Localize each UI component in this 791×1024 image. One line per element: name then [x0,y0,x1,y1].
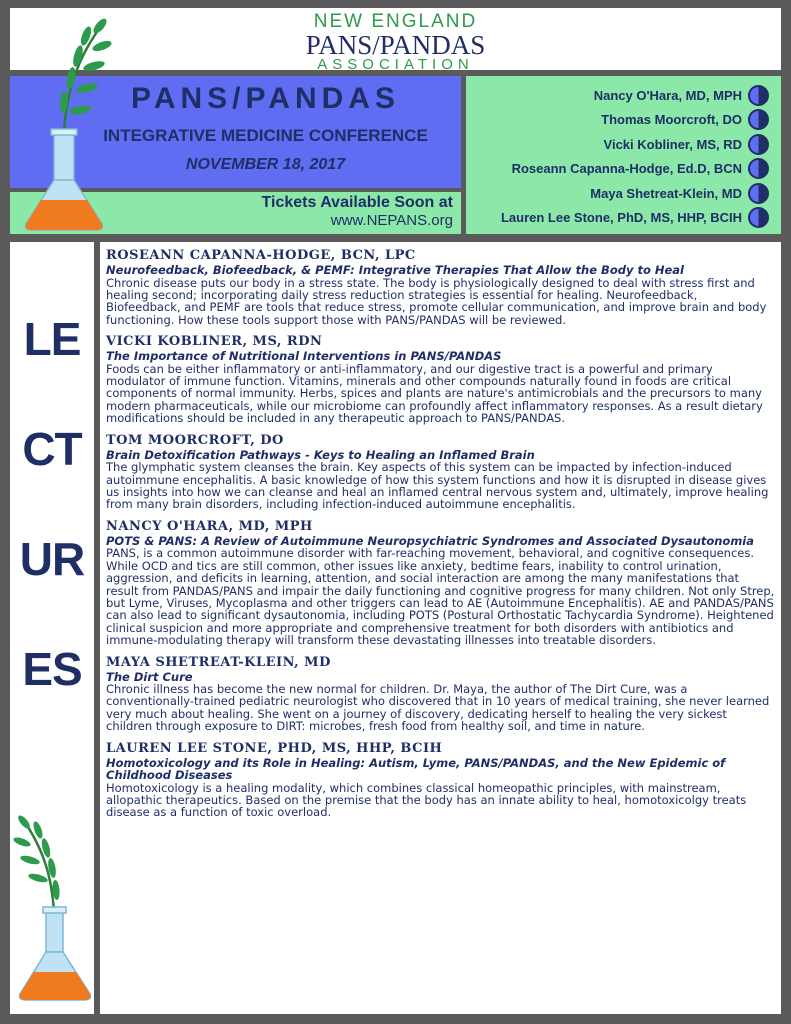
half-circle-icon [748,109,769,130]
speaker-name: Lauren Lee Stone, PhD, MS, HHP, BCIH [500,210,742,226]
sidebar-letters-1: LE [23,313,81,365]
lecture-item [106,334,775,425]
lecture-description: The glymphatic system cleanses the brain. Key aspects of this system can be impacted by infection-induced autoimmune encephalitis. A basic knowledge of how this system functions and how it is disrupted in disease gives us insights into how we can cleanse and heal an inflamed central nervous system and, ultimately, improve healing from many brain disorders, including infection-induced autoimmune encephalitis. [106,460,769,512]
speaker-item [466,181,781,206]
lecture-speaker: ROSEANN CAPANNA-HODGE, BCN, LPC [106,248,416,263]
speaker-name: Maya Shetreat-Klein, MD [590,185,742,201]
lectures-content [100,242,781,1014]
conference-date: NOVEMBER 18, 2017 [185,156,346,173]
lecture-title: Homotoxicology and its Role in Healing: Autism, Lyme, PANS/PANDAS, and the New Epidemic of Childhood Diseases [106,755,726,783]
flask-plant-icon [14,14,114,236]
lecture-description: Homotoxicology is a healing modality, which combines classical homeopathic principles, with mainstream, allopathic therapeutics. Based on the premise that the body has an innate ability to heal, homotoxicolgy treats disease as a function of toxic overload. [106,780,747,820]
lecture-speaker: LAUREN LEE STONE, PHD, MS, HHP, BCIH [106,740,443,756]
lecture-speaker: NANCY O'HARA, MD, MPH [106,518,313,534]
lecture-title: The Dirt Cure [106,669,193,684]
lecture-title: Neurofeedback, Biofeedback, & PEMF: Integrative Therapies That Allow the Body to Heal [106,263,684,277]
lecture-item [106,519,775,647]
lecture-speaker: VICKI KOBLINER, MS, RDN [106,334,323,350]
flask-plant-icon [12,812,96,1012]
half-circle-icon [748,85,769,106]
speaker-name: Thomas Moorcroft, DO [601,112,742,128]
speaker-item [466,132,781,157]
half-circle-icon [748,183,769,204]
lecture-title: Brain Detoxification Pathways - Keys to Healing an Inflamed Brain [106,447,535,462]
tickets-label: Tickets Available Soon at [261,194,453,211]
org-line3: ASSOCIATION [317,56,474,73]
conference-title: PANS/PANDAS [131,82,400,115]
org-line1: NEW ENGLAND [313,11,478,32]
lecture-title: The Importance of Nutritional Interventions in PANS/PANDAS [106,349,502,364]
sidebar-letters-2: CT [22,423,82,475]
lecture-description: PANS, is a common autoimmune disorder with far-reaching movement, behavioral, and cognitive consequences. While OCD and tics are still common, other issues like anxiety, bedtime fears, inability to control urination, aggression, and deficits in learning, attention, and social interaction are among the many manifestations that result from PANDAS/PANS and impair the daily functioning and cognitive progress for many children. Not only Strep, but Lyme, Viruses, Mycoplasma and other triggers can lead to AE (Autoimmune Encephalitis). AE and PANDAS/PANS can also lead to significant dysautonomia, including POTS (Postural Orthostatic Tachycardia Syndrome). Heightened clinical suspicion and more appropriate and comprehensive treatment for both disorders with antibiotics and immune-modulating therapy will transform these devastating illnesses into treatable disorders. [106,546,775,648]
speaker-name: Vicki Kobliner, MS, RD [603,136,742,152]
speaker-item [466,108,781,133]
speaker-item [466,206,781,231]
lecture-speaker: MAYA SHETREAT-KLEIN, MD [106,654,331,670]
org-header [10,8,781,73]
speaker-name: Nancy O'Hara, MD, MPH [593,87,742,103]
lecture-speaker: TOM MOORCROFT, DO [106,432,284,448]
sidebar-letters-3: UR [19,533,85,585]
org-line2: PANS/PANDAS [305,30,486,60]
half-circle-icon [748,134,769,155]
tickets-url[interactable]: www.NEPANS.org [330,212,453,229]
lecture-item [106,741,775,819]
speaker-name: Roseann Capanna-Hodge, Ed.D, BCN [511,161,742,177]
lecture-item [106,433,775,511]
lecture-description: Chronic disease puts our body in a stress state. The body is physiologically designed to deal with stress first and healing second; incorporating daily stress reduction strategies is essential for healing. Neurofeedback, Biofeedback, and PEMF are tools that reduce stress, promote cellular communication, and improve brain and body functioning. How these tools support those with PANS/PANDAS will be reviewed. [106,275,767,327]
lecture-item [106,248,775,326]
lecture-item [106,655,775,733]
lecture-title: POTS & PANS: A Review of Autoimmune Neuropsychiatric Syndromes and Associated Dysautonomia [106,533,755,548]
conference-subtitle: INTEGRATIVE MEDICINE CONFERENCE [103,126,428,145]
speaker-list [466,76,781,234]
half-circle-icon [748,207,769,228]
speaker-item [466,83,781,108]
lecture-description: Chronic illness has become the new normal for children. Dr. Maya, the author of The Dirt Cure, was a conventionally-trained pediatric neurologist who discovered that in 10 years of medical training, she never learned very much about healing. She went on a journey of discovery, dedicating herself to healing the very sickest children through exposure to DIRT: microbes, fresh food from healthy soil, and time in nature. [106,682,770,734]
lecture-description: Foods can be either inflammatory or anti-inflammatory, and our digestive tract is a powerful and primary modulator of immune function. Vitamins, minerals and other compounds naturally found in foods are critical components of normal immunity. Herbs, spices and plants are nature's antimicrobials and the precursors to many modern pharmaceuticals, while our microbiome can profoundly affect inflammatory responses. As a result dietary modifications should be included in any therapeutic approach to PANS/PANDAS. [106,361,763,426]
speaker-item [466,157,781,182]
half-circle-icon [748,158,769,179]
sidebar-letters-4: ES [22,643,82,695]
